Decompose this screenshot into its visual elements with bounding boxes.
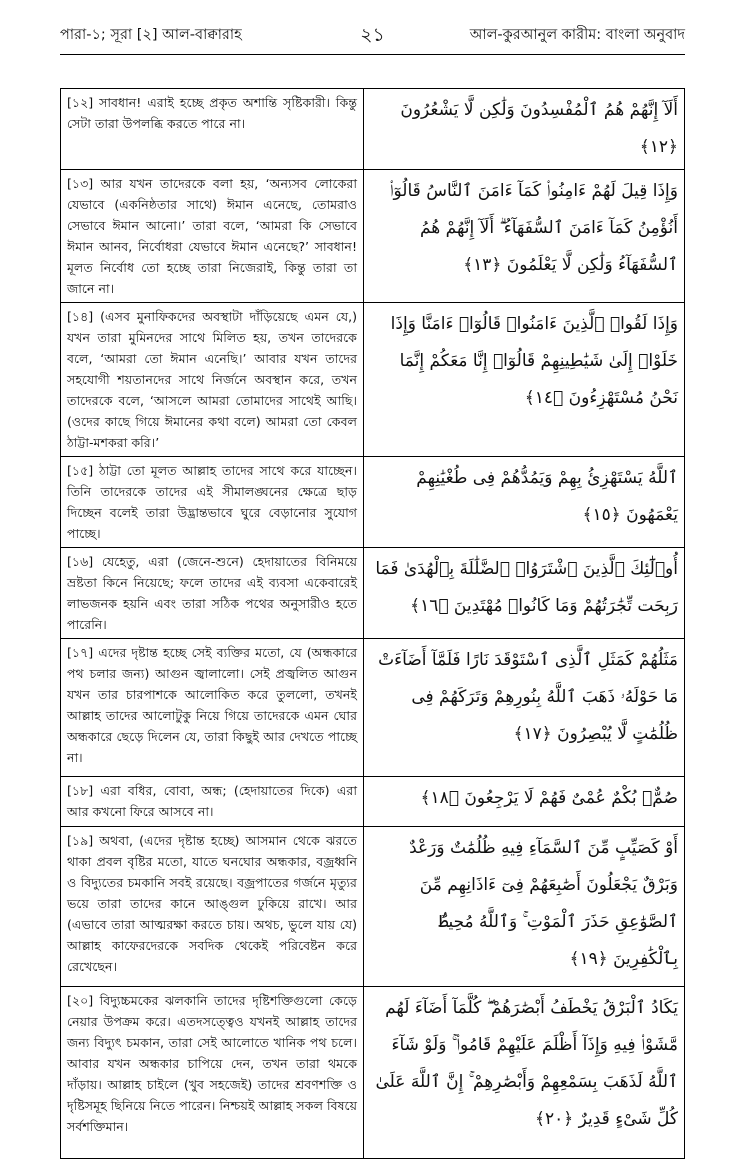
bangla-translation: [১৪] (এসব মুনাফিকদের অবস্থাটা দাঁড়িয়েছে এমন যে,) যখন তারা মুমিনদের সাথে মিলিত হয়, তখন তাদেরকে বলে, ‘আমরা তো ঈমান এনেছি।’ আবার যখন তাদের সহযোগী শয়তানদের সাথে নির্জনে অবস্থান করে, তখন তাদেরকে বলে, ‘আসলে আমরা তোমাদের সাথেই আছি। (ওদের কাছে গিয়ে ঈমানের কথা বলে) আমরা তো কেবল ঠাট্টা-মশকরা করি।’ xyxy=(61,303,364,457)
verse-row xyxy=(61,639,685,777)
arabic-verse: أُو۟لَٰٓئِكَ ٱلَّذِينَ ٱشْتَرَوُا۟ ٱلضَّلَٰلَةَ بِٱلْهُدَىٰ فَمَا رَبِحَت تِّجَٰرَتُهُمْ وَمَا كَانُوا۟ مُهْتَدِينَ ﴿١٦﴾ xyxy=(364,548,685,639)
arabic-verse: وَإِذَا قِيلَ لَهُمْ ءَامِنُوا۟ كَمَآ ءَامَنَ ٱلنَّاسُ قَالُوٓا۟ أَنُؤْمِنُ كَمَآ ءَامَنَ ٱلسُّفَهَآءُ ۗ أَلَآ إِنَّهُمْ هُمُ ٱلسُّفَهَآءُ وَلَٰكِن لَّا يَعْلَمُونَ ﴿١٣﴾ xyxy=(364,170,685,303)
page-number: ২১ xyxy=(360,24,385,46)
verse-row xyxy=(61,827,685,987)
arabic-verse: أَوْ كَصَيِّبٍ مِّنَ ٱلسَّمَآءِ فِيهِ ظُلُمَٰتٌ وَرَعْدٌ وَبَرْقٌ يَجْعَلُونَ أَصَٰبِعَهُمْ فِىٓ ءَاذَانِهِم مِّنَ ٱلصَّوَٰعِقِ حَذَرَ ٱلْمَوْتِ ۚ وَٱللَّهُ مُحِيطٌۢ بِٱلْكَٰفِرِينَ ﴿١٩﴾ xyxy=(364,827,685,987)
bangla-translation: [১৭] এদের দৃষ্টান্ত হচ্ছে সেই ব্যক্তির মতো, যে (অন্ধকারে পথ চলার জন্য) আগুন জ্বালালো। সেই প্রজ্বলিত আগুন যখন তার চারপাশকে আলোকিত করে তুললো, তখনই আল্লাহ তাদের আলোটুকু নিয়ে গিয়ে তাদেরকে এমন ঘোর অন্ধকারে ছেড়ে দিলেন যে, তারা কিছুই আর দেখতে পাচ্ছে না। xyxy=(61,639,364,777)
verse-row xyxy=(61,303,685,457)
verse-row xyxy=(61,987,685,1159)
verse-row xyxy=(61,548,685,639)
bangla-translation: [১৮] এরা বধির, বোবা, অন্ধ; (হেদায়াতের দিকে) এরা আর কখনো ফিরে আসবে না। xyxy=(61,777,364,827)
bangla-translation: [২০] বিদ্যুচ্চমকের ঝলকানি তাদের দৃষ্টিশক্তিগুলো কেড়ে নেয়ার উপক্রম করে। এতদসত্ত্বেও যখনই আল্লাহ তাদের জন্য বিদ্যুৎ চমকান, তারা সেই আলোতে খানিক পথ চলে। আবার যখন অন্ধকার চাপিয়ে দেন, তখন তারা থমকে দাঁড়ায়। আল্লাহ চাইলে (খুব সহজেই) তাদের শ্রবণশক্তি ও দৃষ্টিসমূহ ছিনিয়ে নিতে পারেন। নিশ্চয়ই আল্লাহ সকল বিষয়ে সর্বশক্তিমান। xyxy=(61,987,364,1159)
verse-row xyxy=(61,777,685,827)
bangla-translation: [১৬] যেহেতু, এরা (জেনে-শুনে) হেদায়াতের বিনিময়ে ভ্রষ্টতা কিনে নিয়েছে; ফলে তাদের এই ব্যবসা একেবারেই লাভজনক হয়নি এবং তারা সঠিক পথের অনুসারীও হতে পারেনি। xyxy=(61,548,364,639)
arabic-verse: ٱللَّهُ يَسْتَهْزِئُ بِهِمْ وَيَمُدُّهُمْ فِى طُغْيَٰنِهِمْ يَعْمَهُونَ ﴿١٥﴾ xyxy=(364,457,685,548)
arabic-verse: أَلَآ إِنَّهُمْ هُمُ ٱلْمُفْسِدُونَ وَلَٰكِن لَّا يَشْعُرُونَ ﴿١٢﴾ xyxy=(364,89,685,170)
arabic-verse: صُمٌّۢ بُكْمٌ عُمْىٌ فَهُمْ لَا يَرْجِعُونَ ﴿١٨﴾ xyxy=(364,777,685,827)
arabic-verse: وَإِذَا لَقُوا۟ ٱلَّذِينَ ءَامَنُوا۟ قَالُوٓا۟ ءَامَنَّا وَإِذَا خَلَوْا۟ إِلَىٰ شَيَٰطِينِهِمْ قَالُوٓا۟ إِنَّا مَعَكُمْ إِنَّمَا نَحْنُ مُسْتَهْزِءُونَ ﴿١٤﴾ xyxy=(364,303,685,457)
para-surah-label: পারা-১; সূরা [২] আল-বাক্বারাহ xyxy=(60,27,242,43)
arabic-verse: يَكَادُ ٱلْبَرْقُ يَخْطَفُ أَبْصَٰرَهُمْ ۖ كُلَّمَآ أَضَآءَ لَهُم مَّشَوْا۟ فِيهِ وَإِذَآ أَظْلَمَ عَلَيْهِمْ قَامُوا۟ ۚ وَلَوْ شَآءَ ٱللَّهُ لَذَهَبَ بِسَمْعِهِمْ وَأَبْصَٰرِهِمْ ۚ إِنَّ ٱللَّهَ عَلَىٰ كُلِّ شَىْءٍ قَدِيرٌ ﴿٢٠﴾ xyxy=(364,987,685,1159)
bangla-translation: [১৯] অথবা, (এদের দৃষ্টান্ত হচ্ছে) আসমান থেকে ঝরতে থাকা প্রবল বৃষ্টির মতো, যাতে ঘনঘোর অন্ধকার, বজ্রধ্বনি ও বিদ্যুতের চমকানি সবই রয়েছে। বজ্রপাতের গর্জনে মৃত্যুর ভয়ে তারা তাদের কানে আঙ্গুল ঢুকিয়ে রাখে। আর (এভাবে তারা আত্মরক্ষা করতে চায়। অথচ, ভুলে যায় যে) আল্লাহ কাফেরদেরকে সবদিক থেকেই পরিবেষ্টন করে রেখেছেন। xyxy=(61,827,364,987)
verse-row xyxy=(61,457,685,548)
verse-row xyxy=(61,89,685,170)
header-divider xyxy=(60,54,685,55)
verse-row xyxy=(61,170,685,303)
bangla-translation: [১৫] ঠাট্টা তো মূলত আল্লাহ তাদের সাথে করে যাচ্ছেন। তিনি তাদেরকে তাদের এই সীমালঙ্ঘনের ক্ষেত্রে ছাড় দিচ্ছেন বলেই তারা উদ্ভ্রান্তভাবে ঘুরে বেড়ানোর সুযোগ পাচ্ছে। xyxy=(61,457,364,548)
page-header xyxy=(60,14,685,52)
arabic-verse: مَثَلُهُمْ كَمَثَلِ ٱلَّذِى ٱسْتَوْقَدَ نَارًا فَلَمَّآ أَضَآءَتْ مَا حَوْلَهُۥ ذَهَبَ ٱللَّهُ بِنُورِهِمْ وَتَرَكَهُمْ فِى ظُلُمَٰتٍ لَّا يُبْصِرُونَ ﴿١٧﴾ xyxy=(364,639,685,777)
verses-table xyxy=(60,88,685,1159)
bangla-translation: [১২] সাবধান! এরাই হচ্ছে প্রকৃত অশান্তি সৃষ্টিকারী। কিন্তু সেটা তারা উপলব্ধি করতে পারে না। xyxy=(61,89,364,170)
book-title: আল-কুরআনুল কারীম: বাংলা অনুবাদ xyxy=(469,27,685,43)
bangla-translation: [১৩] আর যখন তাদেরকে বলা হয়, ‘অন্যসব লোকেরা যেভাবে (একনিষ্ঠতার সাথে) ঈমান এনেছে, তোমরাও সেভাবে ঈমান আনো।’ তারা বলে, ‘আমরা কি সেভাবে ঈমান আনব, নির্বোধরা যেভাবে ঈমান এনেছে?’ সাবধান! মূলত নির্বোধ তো হচ্ছে তারা নিজেরাই, কিন্তু তারা তা জানে না। xyxy=(61,170,364,303)
